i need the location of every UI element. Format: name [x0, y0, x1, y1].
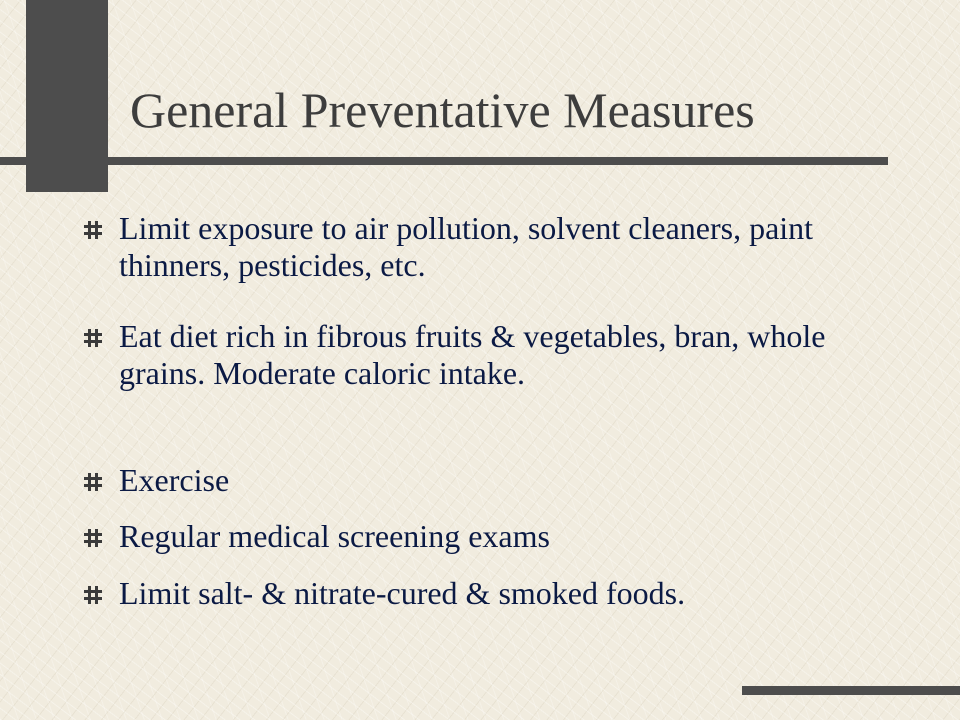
- hash-bullet-icon: [84, 529, 102, 547]
- bullet-text: Regular medical screening exams: [119, 518, 550, 554]
- bullet-text: Limit salt- & nitrate-cured & smoked foods.: [119, 575, 686, 611]
- hash-bullet-icon: [84, 586, 102, 604]
- bottom-rule: [742, 686, 960, 695]
- hash-bullet-icon: [84, 329, 102, 347]
- hash-bullet-icon: [84, 221, 102, 239]
- hash-bullet-icon: [84, 473, 102, 491]
- bullet-text: Eat diet rich in fibrous fruits & vegetables, bran, whole grains. Moderate caloric intake.: [119, 318, 826, 391]
- bullet-text: Limit exposure to air pollution, solvent cleaners, paint thinners, pesticides, etc.: [119, 210, 814, 283]
- bullet-text: Exercise: [119, 462, 230, 498]
- slide-title: General Preventative Measures: [130, 82, 755, 138]
- title-rule: [0, 157, 888, 165]
